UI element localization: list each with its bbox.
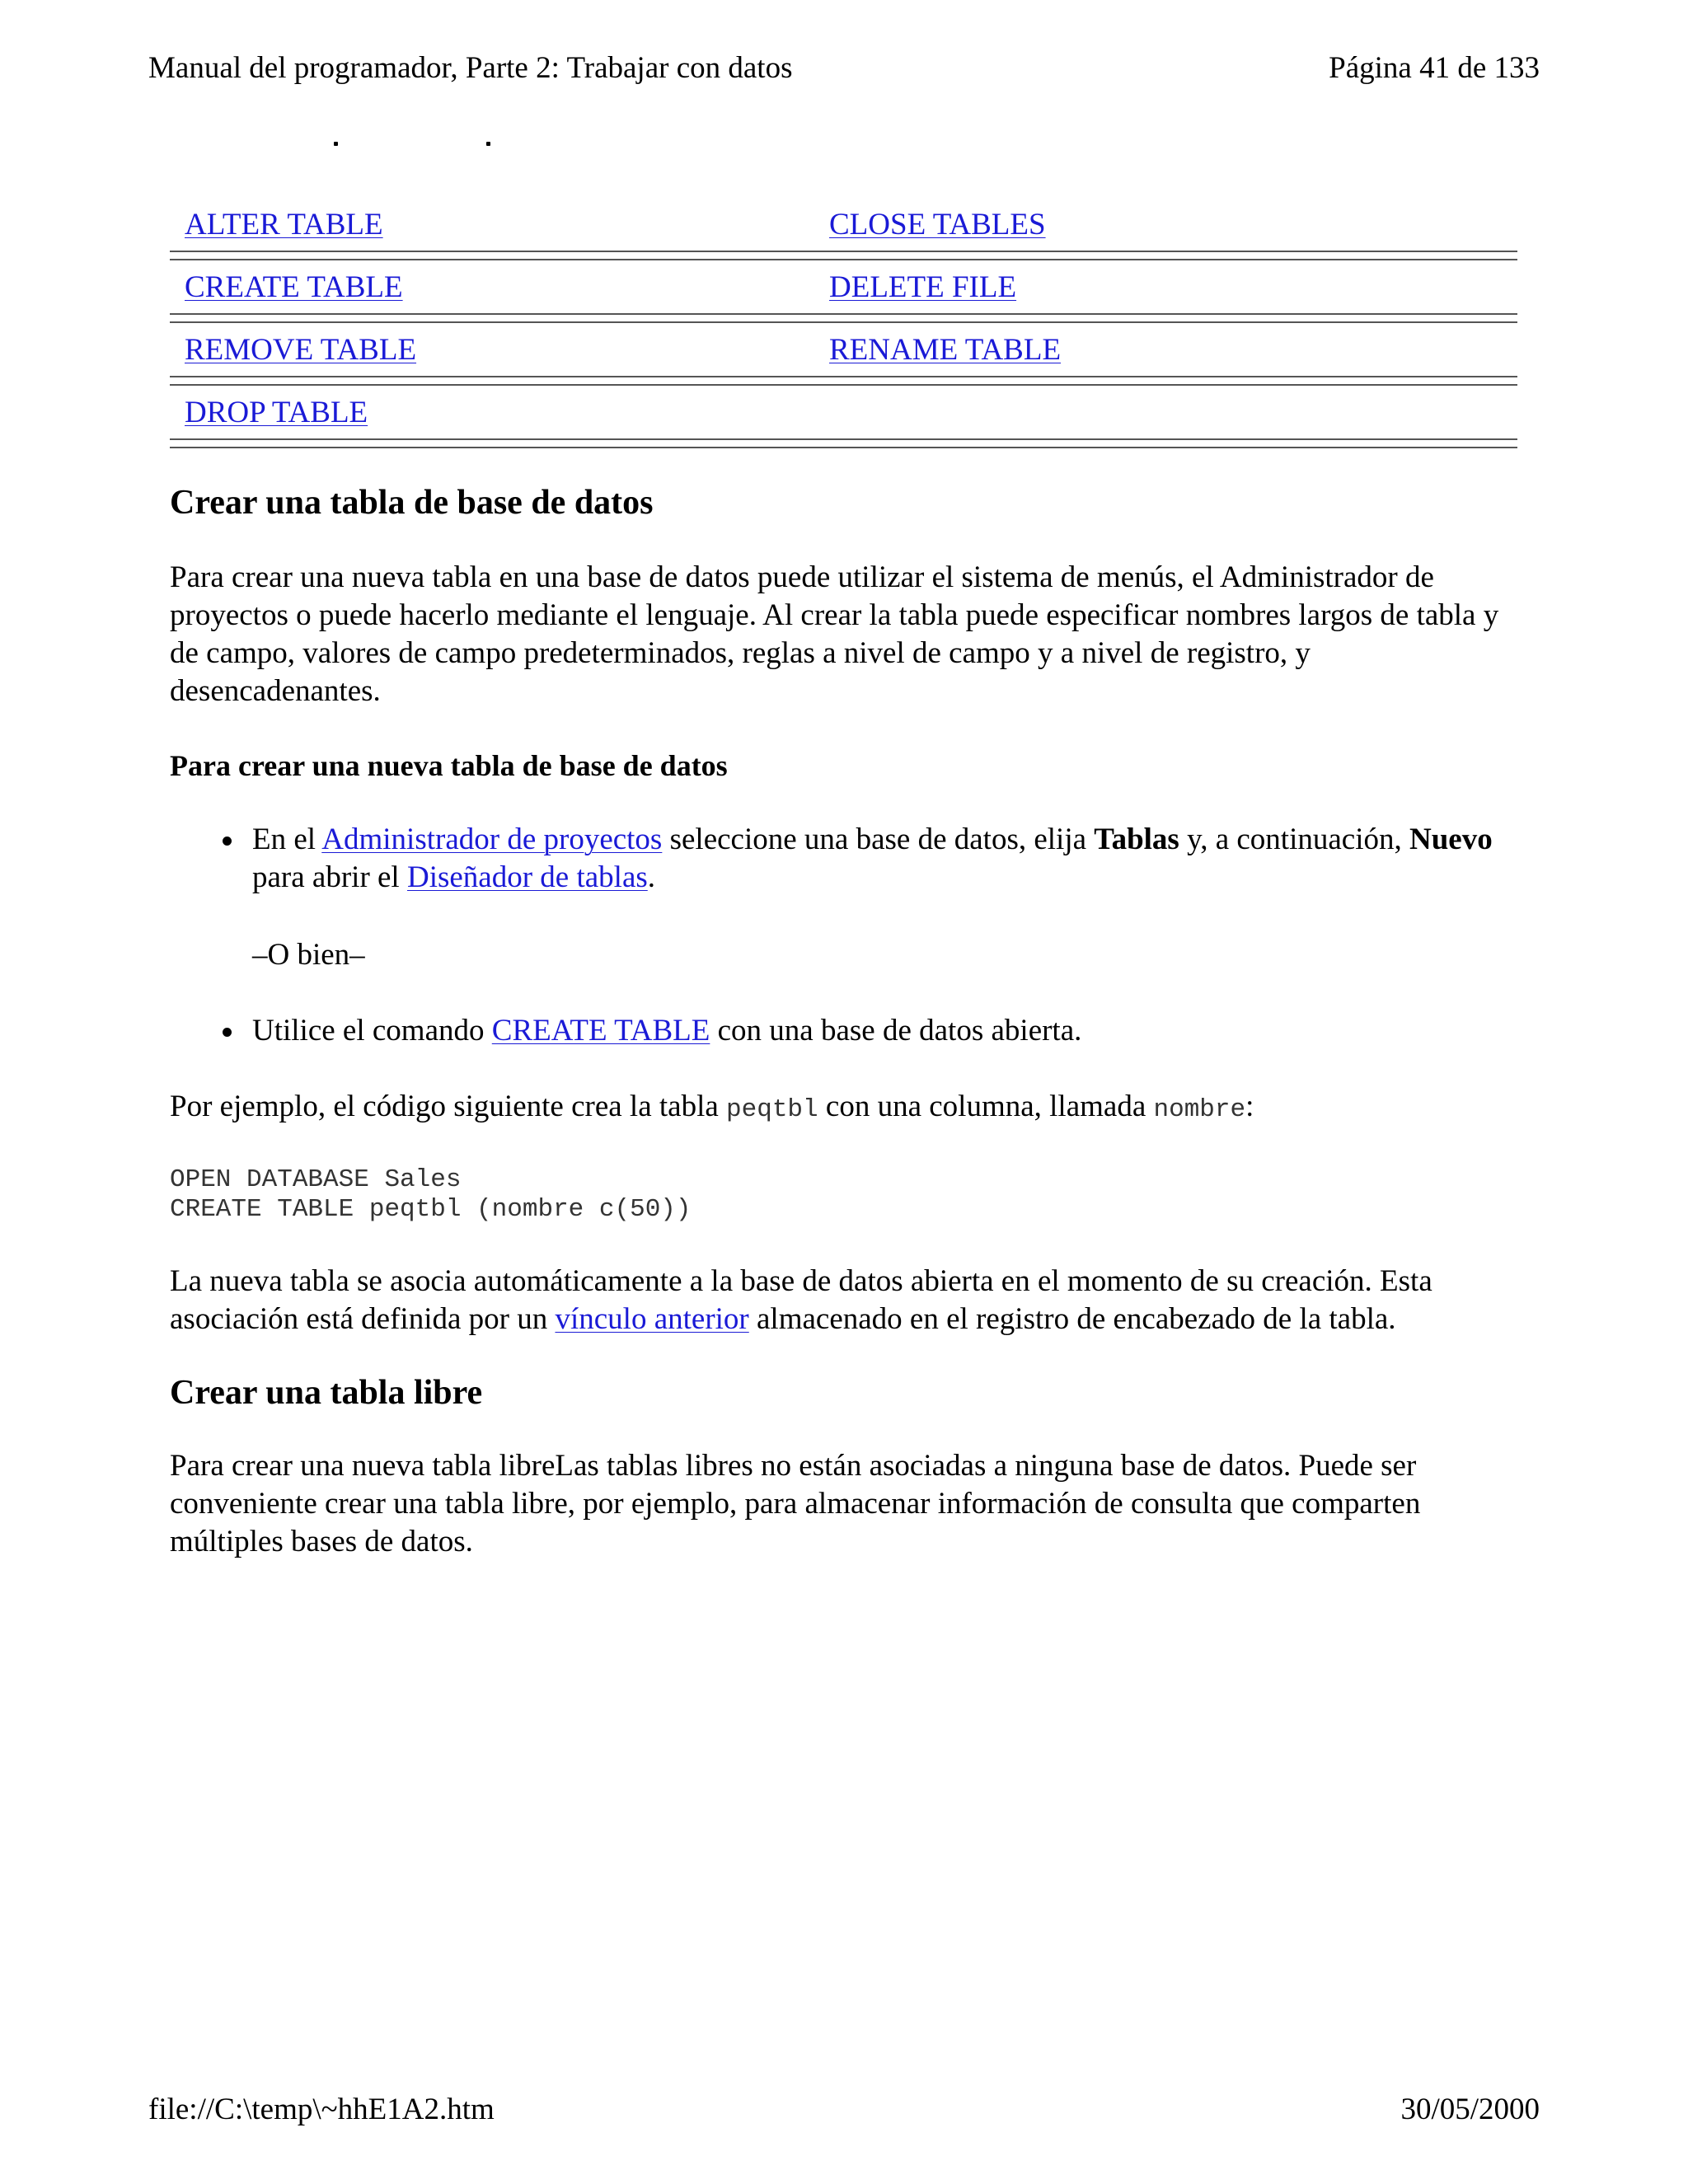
link-delete-file[interactable]: DELETE FILE <box>829 269 1017 304</box>
section-heading-free-table: Crear una tabla libre <box>170 1374 483 1412</box>
table-row <box>170 260 1517 313</box>
related-commands-table <box>170 198 1517 448</box>
clipped-text-remnant <box>326 138 507 155</box>
footer-date: 30/05/2000 <box>1400 2093 1540 2126</box>
intro-paragraph: Para crear una nueva tabla en una base de datos puede utilizar el sistema de menús, el Administrador de proyectos o puede hacerlo mediante el lenguaje. Al crear la tabla puede especificar nombres largos de tabla y de campo, valores de campo predeterminados, reglas a nivel de campo y a nivel de registro, y desencadenantes. <box>170 560 1499 708</box>
table-row <box>170 198 1517 251</box>
link-create-table[interactable]: CREATE TABLE <box>185 269 403 304</box>
alternative-separator: –O bien– <box>252 938 365 972</box>
header-page-number: Página 41 de 133 <box>1329 51 1540 85</box>
list-item: Utilice el comando CREATE TABLE con una base de datos abierta. <box>170 1012 1517 1050</box>
header-title: Manual del programador, Parte 2: Trabajar con datos <box>148 51 793 85</box>
main-content <box>170 198 1517 1558</box>
link-close-tables[interactable]: CLOSE TABLES <box>829 207 1046 241</box>
table-row <box>170 323 1517 376</box>
link-vinculo-anterior[interactable]: vínculo anterior <box>555 1302 749 1336</box>
link-administrador-proyectos[interactable]: Administrador de proyectos <box>321 823 663 856</box>
list-item: En el Administrador de proyectos seleccione una base de datos, elija Tablas y, a continuación, Nuevo para abrir el Diseñador de tablas. <box>170 821 1517 897</box>
example-paragraph: Por ejemplo, el código siguiente crea la tabla peqtbl con una columna, llamada nombre: <box>170 1090 1254 1124</box>
free-table-paragraph: Para crear una nueva tabla libreLas tablas libres no están asociadas a ninguna base de datos. Puede ser conveniente crear una tabla libre, por ejemplo, para almacenar información de consulta que comparten múltiples bases de datos. <box>170 1449 1421 1558</box>
table-row <box>170 386 1517 438</box>
code-block: OPEN DATABASE Sales CREATE TABLE peqtbl (nombre c(50)) <box>170 1165 692 1224</box>
truncated-paragraph-container <box>170 1447 1517 1558</box>
link-create-table-command[interactable]: CREATE TABLE <box>491 1014 710 1047</box>
link-alter-table[interactable]: ALTER TABLE <box>185 207 383 241</box>
procedure-steps <box>170 821 1517 897</box>
link-remove-table[interactable]: REMOVE TABLE <box>185 332 417 367</box>
procedure-steps-alt <box>170 1012 1517 1050</box>
empty-cell <box>814 386 1517 438</box>
section-heading: Crear una tabla de base de datos <box>170 484 654 522</box>
bullet-icon <box>223 837 232 846</box>
association-paragraph: La nueva tabla se asocia automáticamente a la base de datos abierta en el momento de su creación. Esta asociación está definida por un vínculo anterior almacenado en el registro de encabezado de la tabla. <box>170 1264 1432 1336</box>
link-rename-table[interactable]: RENAME TABLE <box>829 332 1062 367</box>
link-drop-table[interactable]: DROP TABLE <box>185 395 368 429</box>
link-disenador-tablas[interactable]: Diseñador de tablas <box>406 860 648 894</box>
procedure-heading: Para crear una nueva tabla de base de datos <box>170 749 728 782</box>
inline-code: peqtbl <box>726 1095 818 1124</box>
bullet-icon <box>223 1028 232 1037</box>
inline-code: nombre <box>1153 1095 1246 1124</box>
footer-file-path: file://C:\temp\~hhE1A2.htm <box>148 2093 495 2126</box>
